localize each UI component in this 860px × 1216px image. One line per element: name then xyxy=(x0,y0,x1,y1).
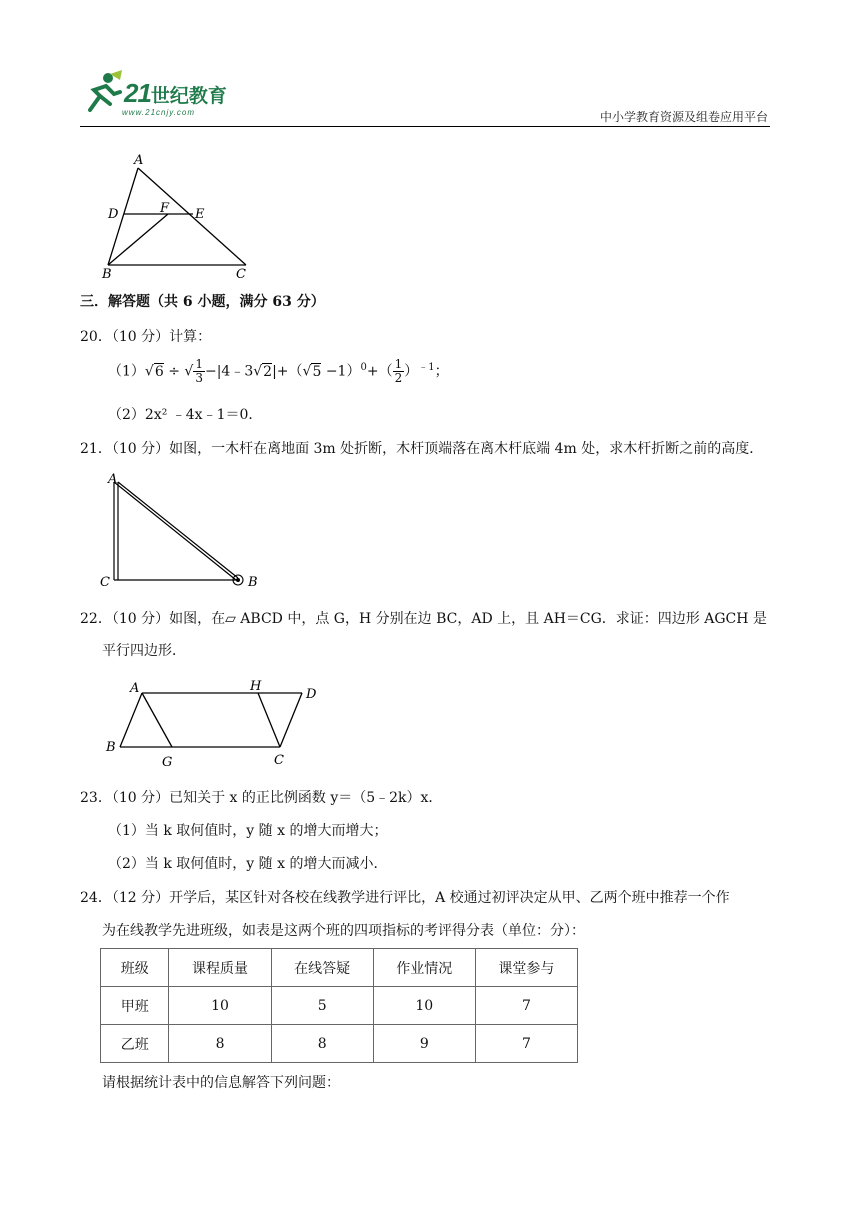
q24-stem-line2: 为在线教学先进班级，如表是这两个班的四项指标的考评得分表（单位：分）： xyxy=(102,923,585,939)
table-cell: 10 xyxy=(169,987,271,1025)
table-header-cell: 课程质量 xyxy=(169,949,271,987)
table-cell: 8 xyxy=(271,1025,373,1063)
label-d: D xyxy=(306,687,317,702)
table-cell: 甲班 xyxy=(101,987,169,1025)
label-e: E xyxy=(195,207,205,222)
table-cell: 7 xyxy=(475,1025,577,1063)
label-a: A xyxy=(108,472,118,487)
label-c: C xyxy=(236,267,246,280)
label-f: F xyxy=(160,201,170,216)
q23-stem: 23．（10 分）已知关于 x 的正比例函数 y＝（5﹣2k）x． xyxy=(80,790,443,806)
q23-part2: （2）当 k 取何值时，y 随 x 的增大而减小． xyxy=(108,856,388,872)
table-cell: 5 xyxy=(271,987,373,1025)
q23-part1: （1）当 k 取何值时，y 随 x 的增大而增大； xyxy=(108,823,388,839)
label-h: H xyxy=(250,679,262,694)
table-row xyxy=(101,987,578,1025)
table-header-cell: 作业情况 xyxy=(373,949,475,987)
section-title: 三．解答题（共 6 小题，满分 63 分） xyxy=(80,294,325,310)
score-table xyxy=(100,948,578,1063)
runner-logo-icon xyxy=(80,70,124,114)
logo-number: 21 xyxy=(124,78,151,108)
table-header-row xyxy=(101,949,578,987)
q24-after-table: 请根据统计表中的信息解答下列问题： xyxy=(102,1075,340,1091)
q21-stem: 21．（10 分）如图，一木杆在离地面 3m 处折断，木杆顶端落在离木杆底端 4m 处，求木杆折断之前的高度． xyxy=(80,441,764,457)
triangle-figure xyxy=(98,150,258,280)
q22-stem-line1: 22．（10 分）如图，在▱ ABCD 中，点 G，H 分别在边 BC，AD 上，且 AH＝CG．求证：四边形 AGCH 是 xyxy=(80,611,767,627)
table-cell: 7 xyxy=(475,987,577,1025)
label-b: B xyxy=(248,575,258,590)
q20-part1: （1）√6 ÷ √ $\frac{1}{3}$ −|4﹣3√2|+（√5 −1）$^0$+（ $\frac{1}{2}$ ）$^{﹣1}$； xyxy=(108,357,449,386)
logo-text: 世纪教育 xyxy=(150,85,227,107)
label-a: A xyxy=(130,681,140,696)
q20-part2: （2）2x² ﹣4x﹣1＝0． xyxy=(108,407,263,423)
table-cell: 9 xyxy=(373,1025,475,1063)
q20-stem: 20．（10 分）计算： xyxy=(80,329,212,345)
label-d: D xyxy=(108,207,119,222)
table-row xyxy=(101,1025,578,1063)
table-header-cell: 课堂参与 xyxy=(475,949,577,987)
table-cell: 10 xyxy=(373,987,475,1025)
header-divider xyxy=(80,126,770,127)
platform-title: 中小学教育资源及组卷应用平台 xyxy=(599,110,768,124)
table-cell: 乙班 xyxy=(101,1025,169,1063)
label-c: C xyxy=(274,753,284,768)
table-header-cell: 班级 xyxy=(101,949,169,987)
logo-url: www.21cnjy.com xyxy=(122,108,195,117)
table-cell: 8 xyxy=(169,1025,271,1063)
fraction-one-half: $\frac{1}{2}$ xyxy=(394,357,403,386)
table-header-cell: 在线答疑 xyxy=(271,949,373,987)
label-b: B xyxy=(106,740,116,755)
q24-stem-line1: 24．（12 分）开学后，某区针对各校在线教学进行评比，A 校通过初评决定从甲、乙两个班中推荐一个作 xyxy=(80,890,730,906)
q22-stem-line2: 平行四边形． xyxy=(102,643,186,659)
parallelogram-figure xyxy=(98,674,328,770)
label-a: A xyxy=(134,153,144,168)
label-g: G xyxy=(162,755,173,770)
fraction-one-third: $\frac{1}{3}$ xyxy=(195,357,203,386)
broken-pole-figure xyxy=(98,468,268,592)
label-c: C xyxy=(100,575,110,590)
label-b: B xyxy=(102,267,112,280)
